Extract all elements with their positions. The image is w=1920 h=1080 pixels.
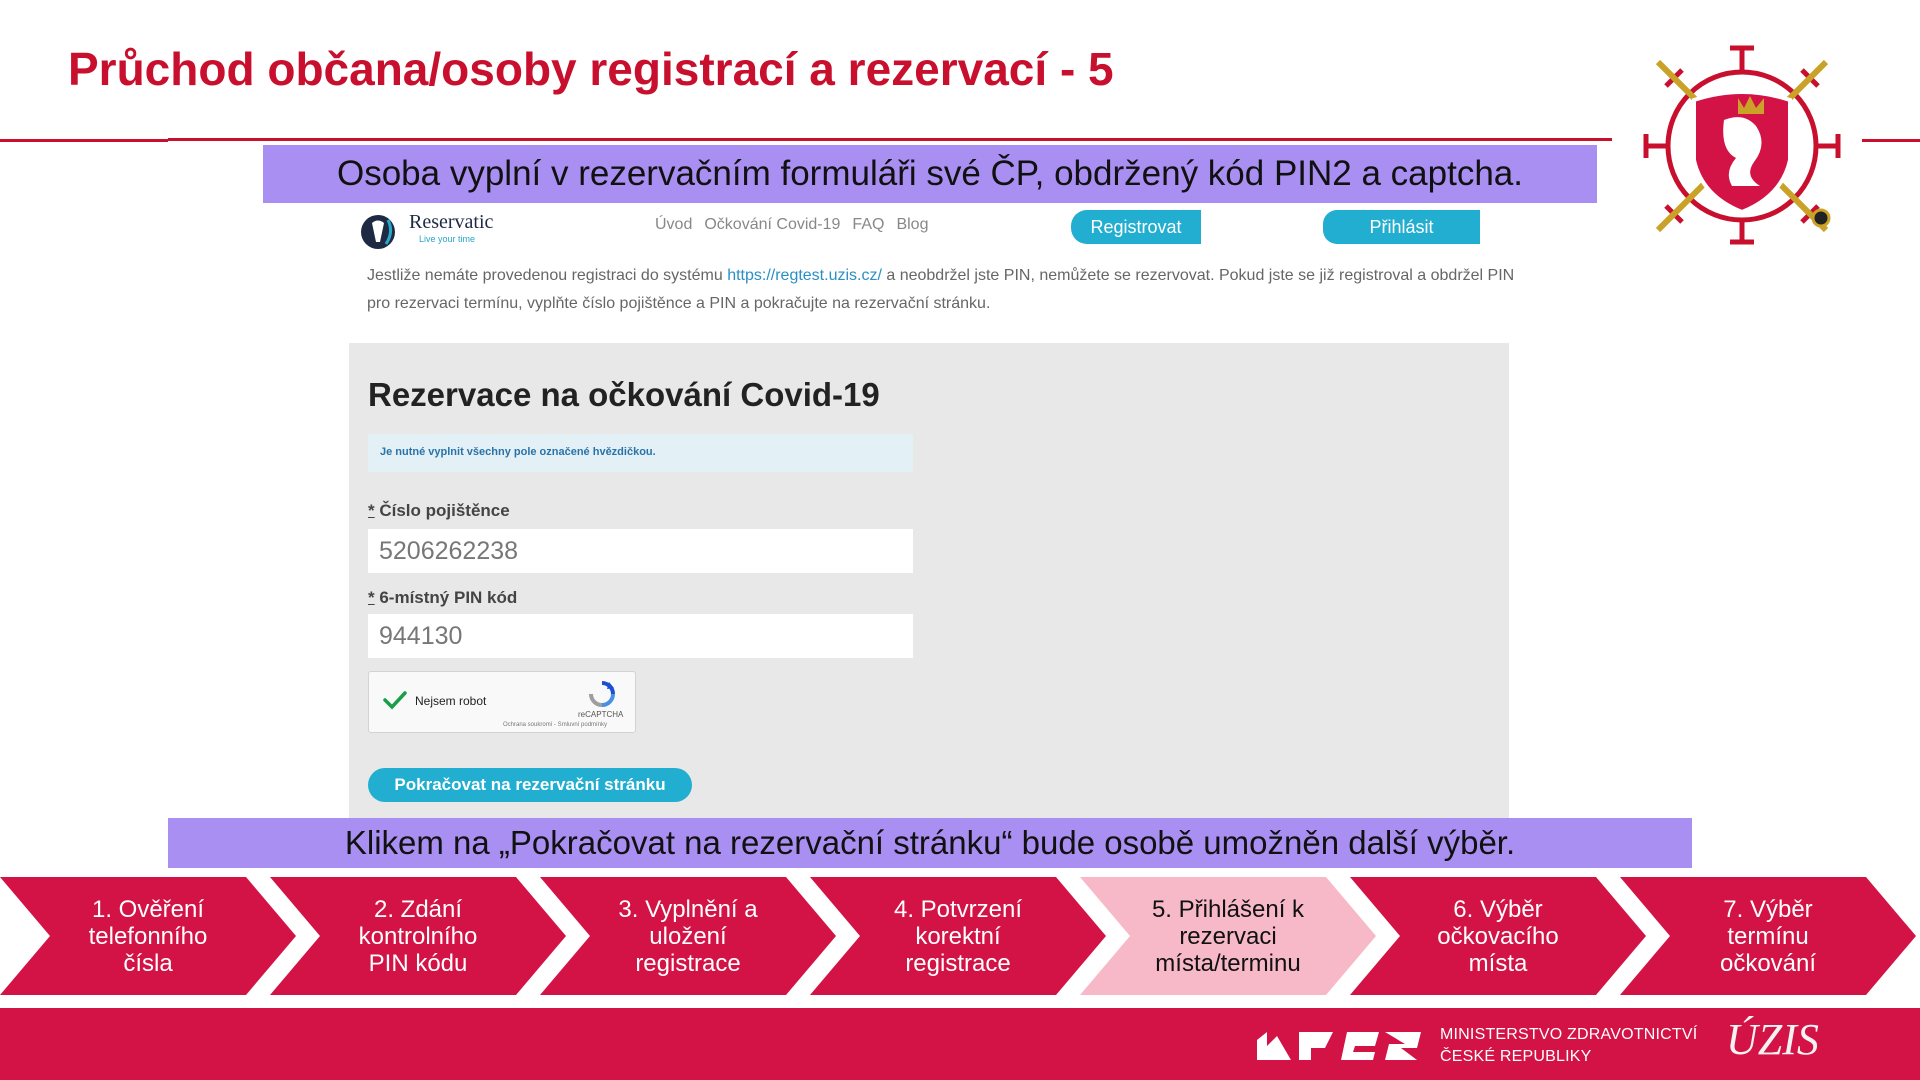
- captcha-terms[interactable]: Ochrana soukromí - Smluvní podmínky: [503, 722, 608, 728]
- czech-army-medical-emblem-icon: [1632, 36, 1852, 250]
- nav-faq[interactable]: FAQ: [852, 216, 885, 233]
- captcha-brand: reCAPTCHA: [578, 710, 624, 719]
- intro-text-end: a neobdržel jste PIN, nemůžete se rezervovat. Pokud jste se již registroval a obdržel PIN pro rezervaci termínu, vyplňte číslo pojištěnce a PIN a pokračujte na rezervační stránku.: [367, 267, 1515, 312]
- site-nav: [655, 216, 928, 234]
- required-notice-text: Je nutné vyplnit všechny pole označené hvězdičkou.: [380, 446, 656, 458]
- pin-input[interactable]: [368, 614, 913, 658]
- instruction-banner-top: Osoba vyplní v rezervačním formuláři své ČP, obdržený kód PIN2 a captcha.: [263, 145, 1597, 203]
- continue-to-reservation-button[interactable]: Pokračovat na rezervační stránku: [368, 768, 692, 802]
- reservation-page-screenshot: [263, 203, 1597, 818]
- required-mark: *: [368, 588, 375, 607]
- slide-title: Průchod občana/osoby registrací a rezervací - 5: [68, 43, 1114, 95]
- reservation-form: [349, 343, 1509, 818]
- checkmark-icon[interactable]: [383, 690, 407, 710]
- uzis-logo: ÚZIS: [1726, 1015, 1819, 1064]
- policy-number-input[interactable]: [368, 529, 913, 573]
- process-step-label-1: 1. Ověření telefonního čísla: [88, 895, 208, 977]
- ministry-logo-icon: [1255, 1026, 1423, 1062]
- intro-text-start: Jestliže nemáte provedenou registraci do systému: [367, 267, 728, 284]
- recaptcha-icon: [587, 680, 617, 708]
- captcha-label: Nejsem robot: [415, 694, 487, 708]
- nav-uvod[interactable]: Úvod: [655, 216, 693, 233]
- intro-text: [367, 262, 1517, 318]
- pin-label-text: 6-místný PIN kód: [374, 588, 518, 607]
- footer-bar: [0, 1008, 1920, 1080]
- title-rule-left: [0, 139, 168, 142]
- form-title: Rezervace na očkování Covid-19: [368, 376, 880, 413]
- ministry-name-line2: ČESKÉ REPUBLIKY: [1440, 1048, 1592, 1065]
- site-logo-tagline: Live your time: [419, 234, 476, 244]
- regtest-link[interactable]: https://regtest.uzis.cz/: [727, 267, 882, 284]
- process-step-label-3: 3. Vyplnění a uložení registrace: [618, 895, 758, 977]
- required-mark: *: [368, 501, 375, 520]
- site-logo-name[interactable]: Reservatic: [409, 211, 494, 233]
- pin-label: [368, 588, 517, 608]
- nav-blog[interactable]: Blog: [896, 216, 929, 233]
- nav-ockovani[interactable]: Očkování Covid-19: [704, 216, 841, 233]
- title-rule: [168, 138, 1612, 141]
- required-notice: [368, 434, 913, 472]
- process-step-label-5: 5. Přihlášení k rezervaci místa/terminu: [1151, 895, 1305, 977]
- policy-number-label-text: Číslo pojištěnce: [374, 501, 510, 520]
- process-step-label-7: 7. Výběr termínu očkování: [1719, 895, 1817, 977]
- policy-number-label: [368, 501, 510, 521]
- instruction-banner-bottom: Klikem na „Pokračovat na rezervační stránku“ bude osobě umožněn další výběr.: [168, 818, 1692, 868]
- process-step-label-4: 4. Potvrzení korektní registrace: [893, 895, 1023, 977]
- title-rule-right: [1862, 139, 1920, 142]
- ministry-name-line1: MINISTERSTVO ZDRAVOTNICTVÍ: [1440, 1026, 1698, 1043]
- login-button[interactable]: Přihlásit: [1323, 210, 1480, 244]
- reservatic-logo-icon: [358, 212, 408, 252]
- process-step-label-2: 2. Zdání kontrolního PIN kódu: [358, 895, 478, 977]
- register-button[interactable]: Registrovat: [1071, 210, 1201, 244]
- process-step-label-6: 6. Výběr očkovacího místa: [1437, 895, 1559, 977]
- recaptcha-widget[interactable]: [368, 671, 636, 733]
